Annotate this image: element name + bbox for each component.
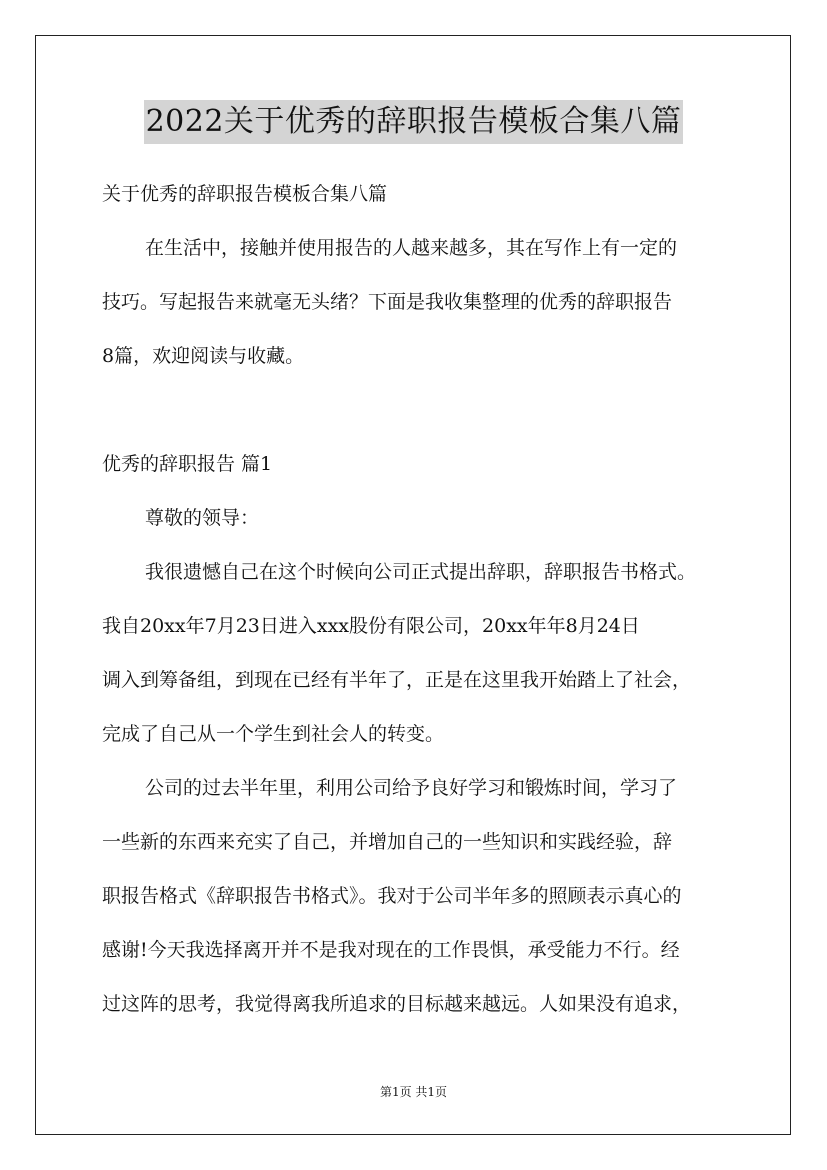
body-line: 一些新的东西来充实了自己，并增加自己的一些知识和实践经验，辞 — [102, 831, 673, 853]
section-heading: 优秀的辞职报告 篇1 — [102, 453, 273, 475]
body-line: 技巧。写起报告来就毫无头绪？下面是我收集整理的优秀的辞职报告 — [102, 291, 673, 313]
body-line: 职报告格式《辞职报告书格式》。我对于公司半年多的照顾表示真心的 — [102, 885, 682, 907]
body-line: 我自20xx年7月23日进入xxx股份有限公司，20xx年年8月24日 — [102, 615, 640, 637]
body-line: 过这阵的思考，我觉得离我所追求的目标越来越远。人如果没有追求， — [102, 993, 692, 1015]
body-line: 在生活中，接触并使用报告的人越来越多，其在写作上有一定的 — [145, 237, 678, 259]
body-line: 调入到筹备组，到现在已经有半年了，正是在这里我开始踏上了社会， — [102, 669, 692, 691]
title-container — [0, 100, 827, 144]
body-line: 公司的过去半年里，利用公司给予良好学习和锻炼时间，学习了 — [145, 777, 678, 799]
subtitle-line: 关于优秀的辞职报告模板合集八篇 — [102, 183, 388, 205]
salutation: 尊敬的领导： — [145, 507, 260, 529]
body-line: 8篇，欢迎阅读与收藏。 — [102, 345, 305, 367]
document-title: 2022关于优秀的辞职报告模板合集八篇 — [144, 100, 684, 144]
body-line: 感谢!今天我选择离开并不是我对现在的工作畏惧，承受能力不行。经 — [102, 939, 680, 961]
body-line: 完成了自己从一个学生到社会人的转变。 — [102, 723, 445, 745]
body-line: 我很遗憾自己在这个时候向公司正式提出辞职，辞职报告书格式。 — [145, 561, 697, 583]
page-number-footer: 第1页 共1页 — [379, 1085, 448, 1099]
